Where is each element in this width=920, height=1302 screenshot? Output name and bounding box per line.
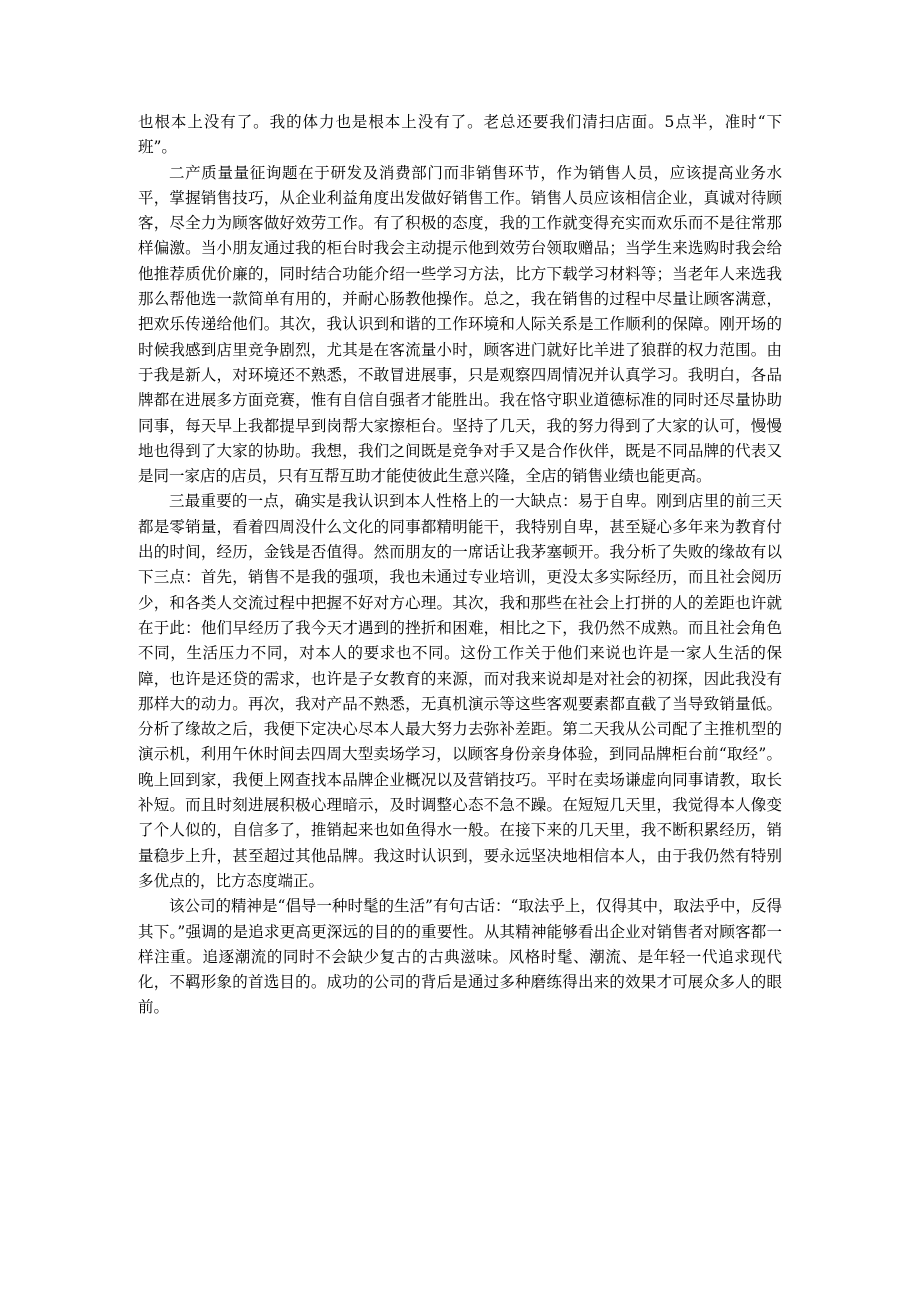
paragraph-continuation: 也根本上没有了。我的体力也是根本上没有了。老总还要我们清扫店面。5点半，准时“下班”。 xyxy=(138,113,782,157)
paragraph-4: 该公司的精神是“倡导一种时髦的生活”有句古话：“取法乎上，仅得其中，取法乎中，反得其下。”强调的是追求更高更深远的目的的重要性。从其精神能够看出企业对销售者对顾客都一样注重。追逐潮流的同时不会缺少复古的古典滋味。风格时髦、潮流、是年轻一代追求现代化，不羁形象的首选目的。成功的公司的背后是通过多种磨练得出来的效果才可展众多人的眼前。 xyxy=(138,897,782,1017)
paragraph-2: 二产质量量征询题在于研发及消费部门而非销售环节，作为销售人员，应该提高业务水平，掌握销售技巧，从企业利益角度出发做好销售工作。销售人员应该相信企业，真诚对待顾客，尽全力为顾客做好效劳工作。有了积极的态度，我的工作就变得充实而欢乐而不是往常那样偏激。当小朋友通过我的柜台时我会主动提示他到效劳台领取赠品；当学生来选购时我会给他推荐质优价廉的，同时结合功能介绍一些学习方法，比方下载学习材料等；当老年人来选我那么帮他选一款简单有用的，并耐心肠教他操作。总之，我在销售的过程中尽量让顾客满意，把欢乐传递给他们。其次，我认识到和谐的工作环境和人际关系是工作顺利的保障。刚开场的时候我感到店里竞争剧烈，尤其是在客流量小时，顾客进门就好比羊进了狼群的权力范围。由于我是新人，对环境还不熟悉，不敢冒进展事，只是观察四周情况并认真学习。我明白，各品牌都在进展多方面竞赛，惟有自信自强者才能胜出。我在恪守职业道德标准的同时还尽量协助同事，每天早上我都提早到岗帮大家擦柜台。坚持了几天，我的努力得到了大家的认可，慢慢地也得到了大家的协助。我想，我们之间既是竞争对手又是合作伙伴，既是不同品牌的代表又是同一家店的店员，只有互帮互助才能使彼此生意兴隆，全店的销售业绩也能更高。 xyxy=(138,163,782,486)
paragraph-3: 三最重要的一点，确实是我认识到本人性格上的一大缺点：易于自卑。刚到店里的前三天都是零销量，看着四周没什么文化的同事都精明能干，我特别自卑，甚至疑心多年来为教育付出的时间，经历，金钱是否值得。然而朋友的一席话让我茅塞顿开。我分析了失败的缘故有以下三点：首先，销售不是我的强项，我也未通过专业培训，更没太多实际经历，而且社会阅历少，和各类人交流过程中把握不好对方心理。其次，我和那些在社会上打拼的人的差距也许就在于此：他们早经历了我今天才遇到的挫折和困难，相比之下，我仍然不成熟。而且社会角色不同，生活压力不同，对本人的要求也不同。这份工作关于他们来说也许是一家人生活的保障，也许是还贷的需求，也许是子女教育的来源，而对我来说却是对社会的初探，因此我没有那样大的动力。再次，我对产品不熟悉，无真机演示等这些客观要素都直截了当导致销量低。分析了缘故之后，我便下定决心尽本人最大努力去弥补差距。第二天我从公司配了主推机型的演示机，利用午休时间去四周大型卖场学习，以顾客身份亲身体验，到同品牌柜台前“取经”。晚上回到家，我便上网查找本品牌企业概况以及营销技巧。平时在卖场谦虚向同事请教，取长补短。而且时刻进展积极心理暗示，及时调整心态不急不躁。在短短几天里，我觉得本人像变了个人似的，自信多了，推销起来也如鱼得水一般。在接下来的几天里，我不断积累经历，销量稳步上升，甚至超过其他品牌。我这时认识到，要永远坚决地相信本人，由于我仍然有特别多优点的，比方态度端正。 xyxy=(138,492,782,890)
document-body xyxy=(138,110,782,1021)
